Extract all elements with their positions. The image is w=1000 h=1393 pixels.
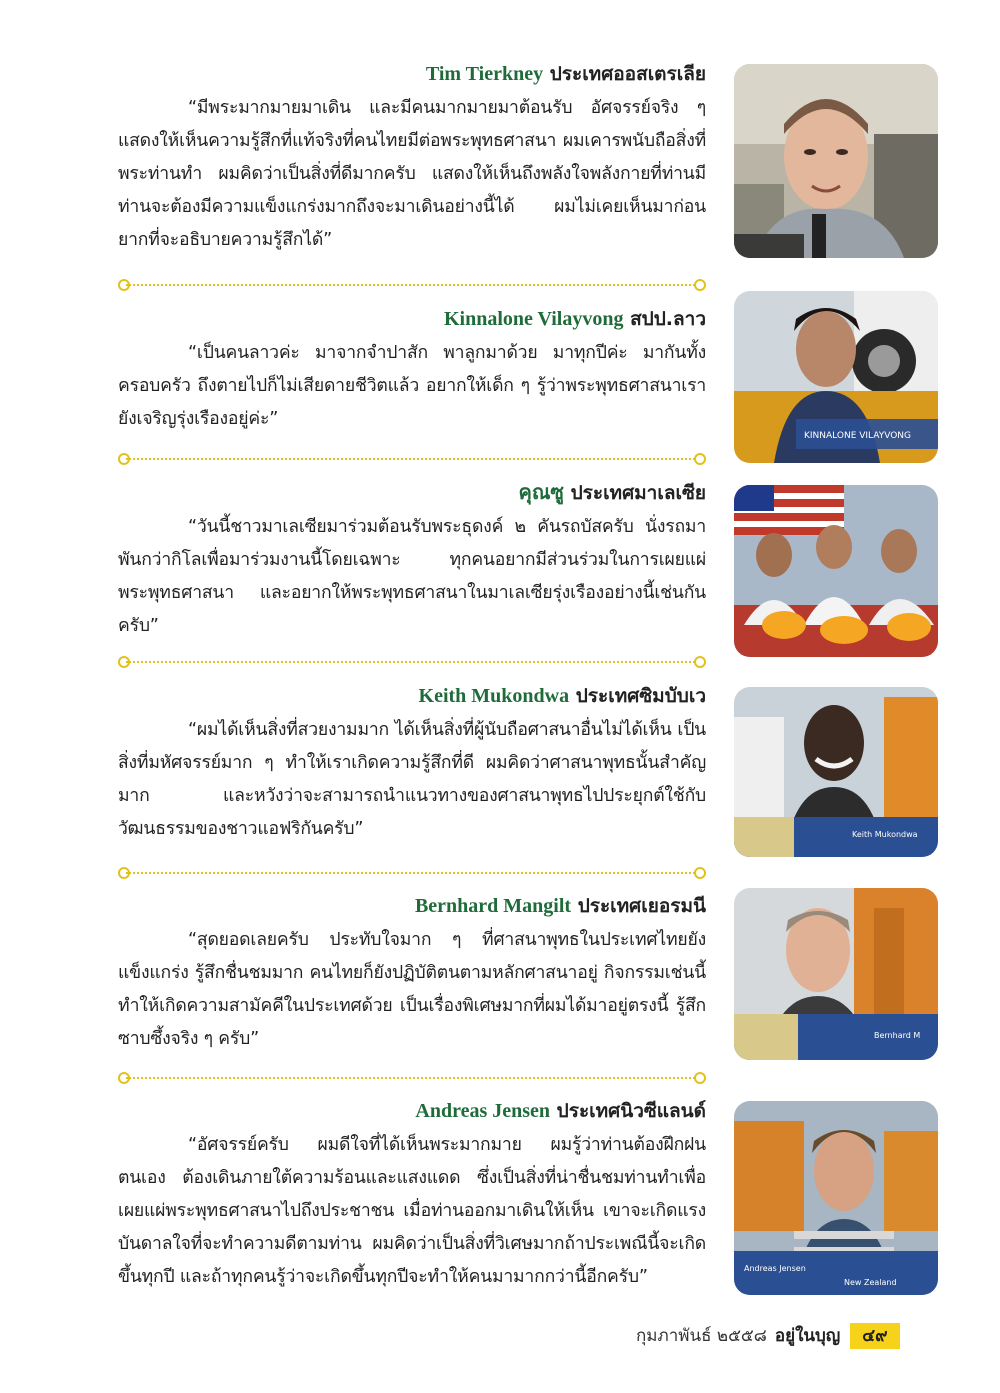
section-divider — [118, 279, 706, 291]
quote-text: “ผมได้เห็นสิ่งที่สวยงามมาก ได้เห็นสิ่งที่ผู้นับถือศาสนาอื่นไม่ได้เห็น เป็นสิ่งที่มหัศจรรย์มาก ๆ ทำให้เราเกิดความรู้สึกที่ดี ผมคิดว่าศาสนาพุทธนั้นสำคัญมาก และหวังว่าจะสามารถนำแนวทางของศาสนาพุทธไปประยุกต์ใช้กับวัฒนธรรมของชาวแอฟริกันครับ” — [118, 720, 706, 839]
person-country: ประเทศมาเลเซีย — [570, 482, 706, 504]
person-name: คุณซู — [518, 482, 564, 504]
quote-text: “มีพระมากมายมาเดิน และมีคนมากมายมาต้อนรับ อัศจรรย์จริง ๆ แสดงให้เห็นความรู้สึกที่แท้จริงที่คนไทยมีต่อพระพุทธศาสนา ผมเคารพนับถือสิ่งที่พระท่านทำ ผมคิดว่าเป็นสิ่งที่ดีมากครับ แสดงให้เห็นถึงพลังใจพลังกายที่ท่านมี ท่านจะต้องมีความแข็งแกร่งมากถึงจะมาเดินอย่างนี้ได้ ผมไม่เคยเห็นมาก่อน ยากที่จะอธิบายความรู้สึกได้” — [118, 98, 706, 250]
photo-caption: Bernhard M — [874, 1031, 921, 1040]
person-name: Keith Mukondwa — [418, 685, 570, 707]
person-name: Bernhard Mangilt — [414, 895, 572, 917]
quote-text: “วันนี้ชาวมาเลเซียมาร่วมต้อนรับพระธุดงค์ ๒ คันรถบัสครับ นั่งรถมาพันกว่ากิโลเพื่อมาร่วมงานนี้โดยเฉพาะ ทุกคนอยากมีส่วนร่วมในการเผยแผ่พระพุทธศาสนา และอยากให้พระพุทธศาสนาในมาเลเซียรุ่งเรืองอย่างนี้เช่นกันครับ” — [118, 517, 706, 636]
interview-photo — [734, 888, 938, 1060]
quote-text: “เป็นคนลาวค่ะ มาจากจำปาสัก พาลูกมาด้วย มาทุกปีค่ะ มากันทั้งครอบครัว ถึงตายไปก็ไม่เสียดายชีวิตแล้ว อยากให้เด็ก ๆ รู้ว่าพระพุทธศาสนาเรายังเจริญรุ่งเรืองอยู่ค่ะ” — [118, 343, 706, 429]
person-name: Andreas Jensen — [415, 1100, 551, 1122]
person-country: ประเทศเยอรมนี — [577, 895, 706, 917]
page-footer — [636, 1322, 900, 1350]
person-country: ประเทศออสเตรเลีย — [549, 63, 706, 85]
person-name: Kinnalone Vilayvong — [443, 308, 624, 330]
person-name: Tim Tierkney — [425, 63, 544, 85]
entry-heading — [118, 60, 706, 88]
person-country: ประเทศนิวซีแลนด์ — [556, 1100, 706, 1122]
entry-heading — [118, 682, 706, 710]
interview-photo — [734, 291, 938, 463]
interview-photo — [734, 485, 938, 657]
photo-caption-country: New Zealand — [844, 1278, 897, 1287]
section-divider — [118, 656, 706, 668]
photo-caption: Keith Mukondwa — [852, 830, 918, 839]
person-country: ประเทศซิมบับเว — [575, 685, 706, 707]
interview-photo — [734, 687, 938, 857]
section-divider — [118, 1072, 706, 1084]
photo-caption: Andreas Jensen — [744, 1264, 806, 1273]
entry-heading — [118, 1097, 706, 1125]
interview-photo — [734, 64, 938, 258]
person-country: สปป.ลาว — [630, 308, 706, 330]
photo-caption: KINNALONE VILAYVONG — [804, 431, 912, 441]
interview-photo — [734, 1101, 938, 1295]
section-divider — [118, 867, 706, 879]
entry-heading — [118, 892, 706, 920]
issue-date: กุมภาพันธ์ ๒๕๕๘ — [636, 1326, 767, 1346]
section-divider — [118, 453, 706, 465]
quote-text: “อัศจรรย์ครับ ผมดีใจที่ได้เห็นพระมากมาย ผมรู้ว่าท่านต้องฝึกฝนตนเอง ต้องเดินภายใต้ความร้อนและแสงแดด ซึ่งเป็นสิ่งที่น่าชื่นชมท่านทำเพื่อเผยแผ่พระพุทธศาสนาไปถึงประชาชน เมื่อท่านออกมาเดินให้เห็น เขาจะเกิดแรงบันดาลใจที่จะทำความดีตามท่าน ผมคิดว่าเป็นสิ่งที่วิเศษมากถ้าประเพณีนี้จะเกิดขึ้นทุกปี และถ้าทุกคนรู้ว่าจะเกิดขึ้นทุกปีจะทำให้คนมามากกว่านี้อีกครับ” — [118, 1135, 706, 1287]
magazine-title: อยู่ในบุญ — [774, 1326, 841, 1346]
entry-heading — [118, 479, 706, 507]
entry-heading — [118, 305, 706, 333]
quote-text: “สุดยอดเลยครับ ประทับใจมาก ๆ ที่ศาสนาพุทธในประเทศไทยยังแข็งแกร่ง รู้สึกชื่นชมมาก คนไทยก็ยังปฏิบัติตนตามหลักศาสนาอยู่ กิจกรรมเช่นนี้ทำให้เกิดความสามัคคีในประเทศด้วย เป็นเรื่องพิเศษมากที่ผมได้มาอยู่ตรงนี้ รู้สึกซาบซึ้งจริง ๆ ครับ” — [118, 930, 706, 1049]
page-number: ๔๙ — [850, 1323, 899, 1349]
